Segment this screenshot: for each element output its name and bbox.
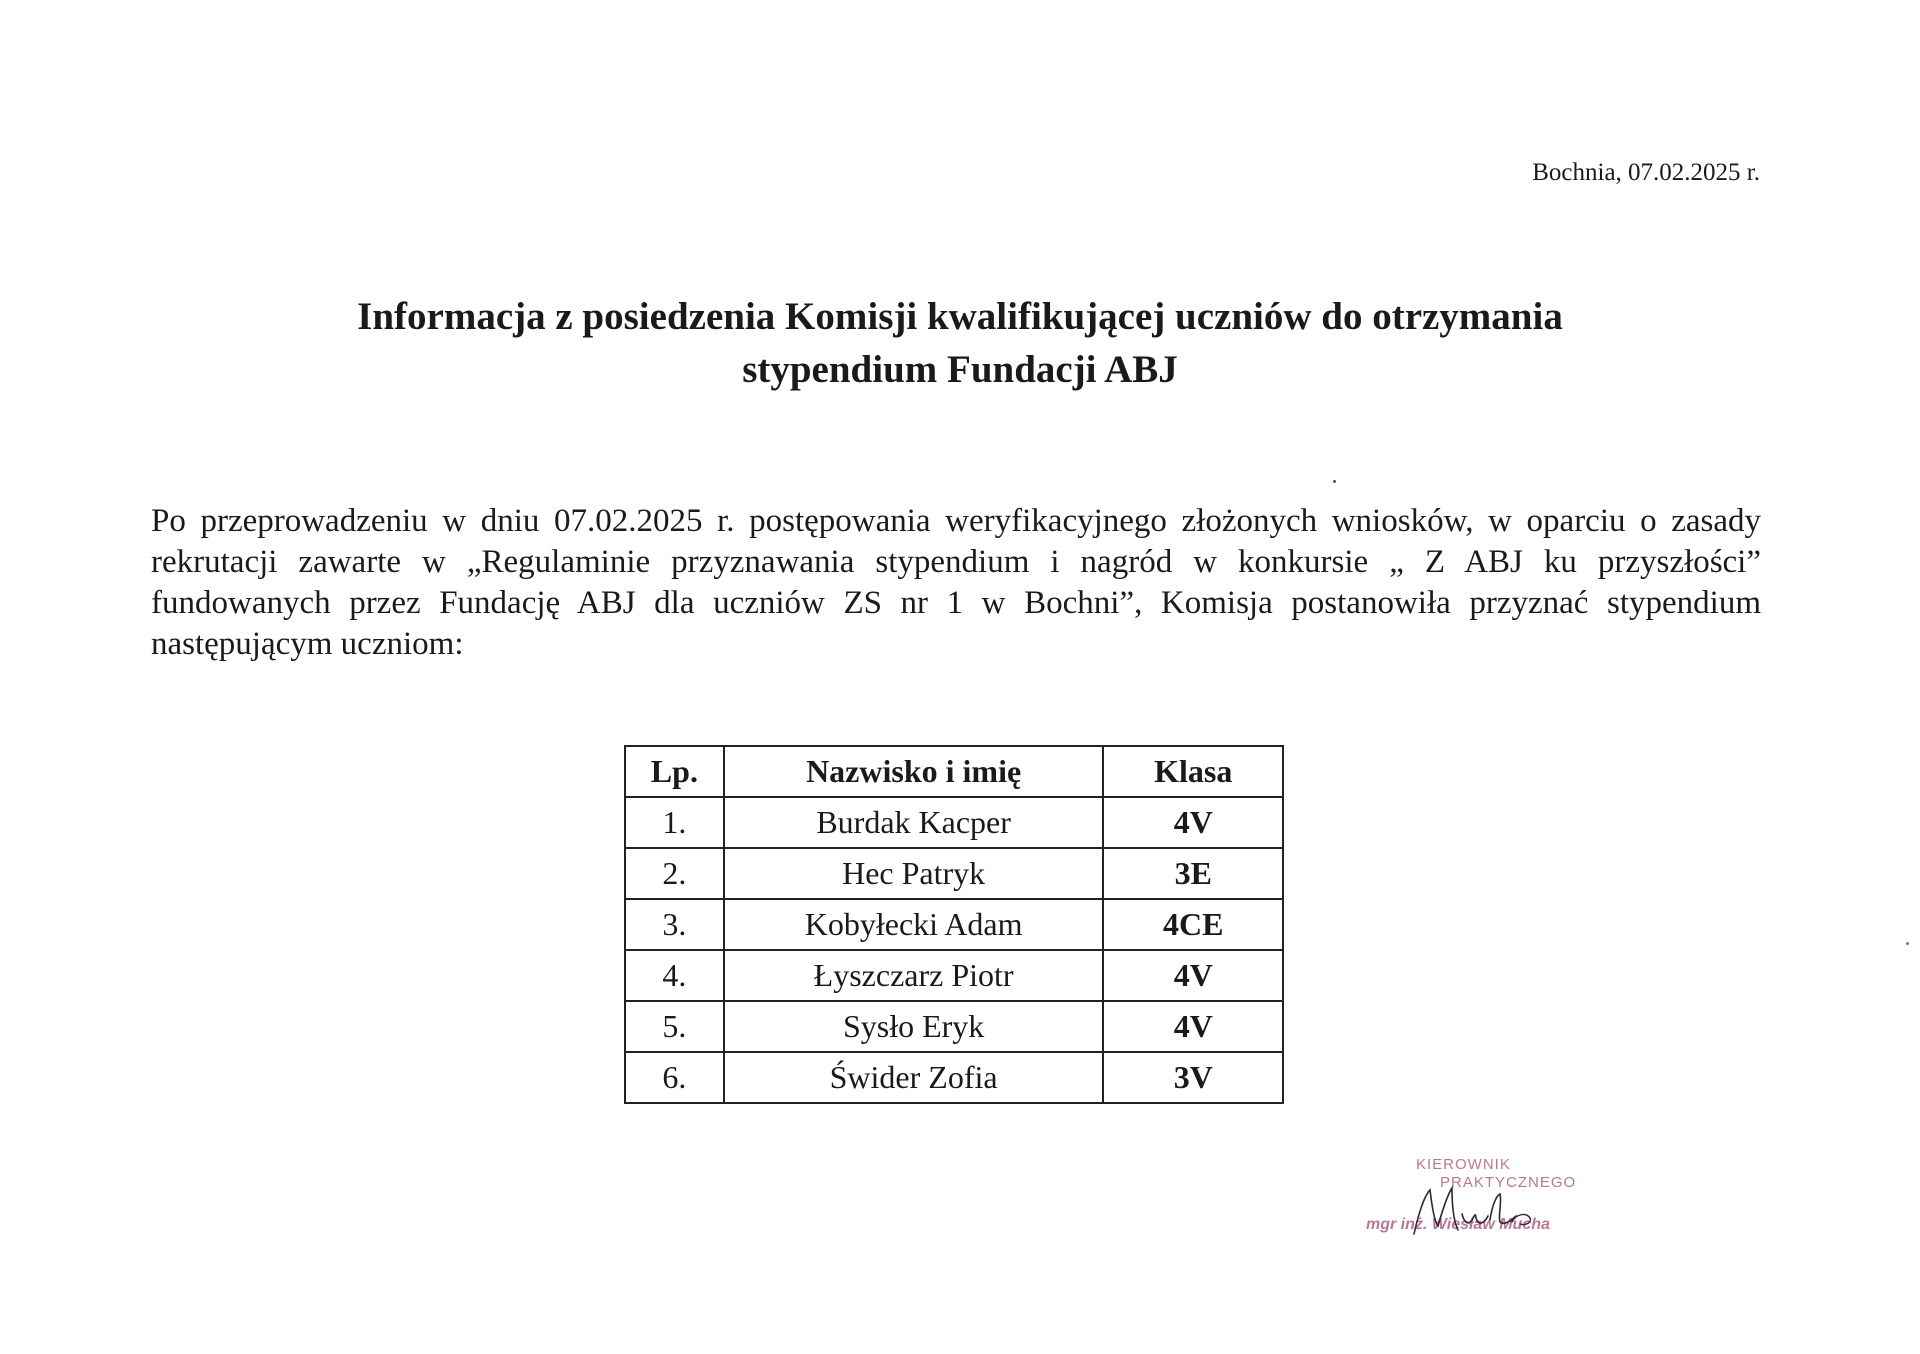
title-line-2: stypendium Fundacji ABJ: [742, 348, 1178, 391]
scholarship-table: [624, 745, 1284, 1104]
cell-name: Łyszczarz Piotr: [724, 950, 1104, 1001]
header-lp: Lp.: [625, 746, 724, 797]
cell-lp: 6.: [625, 1052, 724, 1103]
scan-speck: [1906, 942, 1909, 945]
cell-klasa: 3V: [1103, 1052, 1283, 1103]
document-title: [150, 290, 1770, 396]
table-row: [625, 1052, 1283, 1103]
cell-lp: 4.: [625, 950, 724, 1001]
place-date: Bochnia, 07.02.2025 r.: [1532, 159, 1760, 186]
intro-paragraph: Po przeprowadzeniu w dniu 07.02.2025 r. postępowania weryfikacyjnego złożonych wniosków, w oparciu o zasady rekrutacji zawarte w „Regulaminie przyznawania stypendium i nagród w konkursie „ Z ABJ ku przyszłości” fundowanych przez Fundację ABJ dla uczniów ZS nr 1 w Bochni”, Komisja postanowiła przyznać stypendium następującym uczniom:: [151, 503, 1761, 662]
scan-speck: [1333, 480, 1336, 483]
table-row: [625, 848, 1283, 899]
table-header-row: [625, 746, 1283, 797]
cell-lp: 1.: [625, 797, 724, 848]
cell-name: Burdak Kacper: [724, 797, 1104, 848]
cell-lp: 2.: [625, 848, 724, 899]
stamp-line-2: PRAKTYCZNEGO: [1440, 1174, 1577, 1191]
cell-klasa: 4V: [1103, 797, 1283, 848]
cell-name: Hec Patryk: [724, 848, 1104, 899]
stamp-line-3: mgr inż. Wiesław Mucha: [1366, 1216, 1550, 1233]
cell-lp: 3.: [625, 899, 724, 950]
cell-lp: 5.: [625, 1001, 724, 1052]
cell-klasa: 4V: [1103, 950, 1283, 1001]
cell-klasa: 3E: [1103, 848, 1283, 899]
cell-klasa: 4V: [1103, 1001, 1283, 1052]
table-row: [625, 899, 1283, 950]
table-row: [625, 797, 1283, 848]
stamp-line-1: KIEROWNIK: [1416, 1156, 1511, 1173]
cell-name: Kobyłecki Adam: [724, 899, 1104, 950]
header-name: Nazwisko i imię: [724, 746, 1104, 797]
cell-name: Świder Zofia: [724, 1052, 1104, 1103]
handwritten-signature: [1404, 1176, 1564, 1246]
table-row: [625, 1001, 1283, 1052]
cell-name: Sysło Eryk: [724, 1001, 1104, 1052]
header-klasa: Klasa: [1103, 746, 1283, 797]
title-line-1: Informacja z posiedzenia Komisji kwalifikującej uczniów do otrzymania: [357, 295, 1563, 338]
table-row: [625, 950, 1283, 1001]
cell-klasa: 4CE: [1103, 899, 1283, 950]
